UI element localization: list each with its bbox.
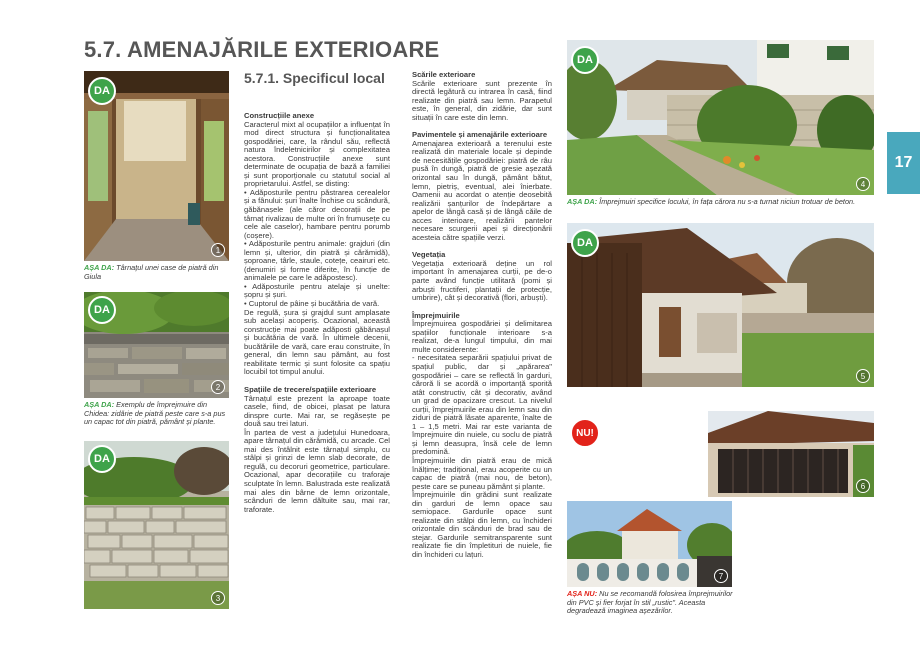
text-column-2 bbox=[412, 71, 552, 560]
heading-imprejmuirile: Împrejmuirile bbox=[412, 310, 460, 320]
paragraph: Scările exterioare sunt prezente în directă legătură cu intrarea în casă, fiind realizate din piatră sau lemn. Parapetul este, în general, din zidărie, dar sunt situații în care este din lemn. bbox=[412, 78, 552, 122]
caption-lead: AȘA NU: bbox=[567, 589, 598, 598]
caption-photo-1 bbox=[84, 264, 229, 281]
caption-text: Împrejmuiri specifice locului, în fața cărora nu s-a turnat niciun trotuar de beton. bbox=[597, 197, 856, 206]
bullet-item: • Cuptorul de pâine și bucătăria de vară. bbox=[244, 299, 380, 309]
photo-number: 5 bbox=[856, 369, 870, 383]
caption-photo-4 bbox=[567, 198, 877, 207]
caption-text: Târnațul unei case de piatră din Giula bbox=[84, 263, 219, 281]
photo-number: 6 bbox=[856, 479, 870, 493]
page-title: 5.7. AMENAJĂRILE EXTERIOARE bbox=[84, 37, 440, 62]
photo-number: 2 bbox=[211, 380, 225, 394]
photo-pvc-fence bbox=[567, 501, 732, 587]
section-subtitle: 5.7.1. Specificul local bbox=[244, 70, 385, 86]
heading-scari: Scările exterioare bbox=[412, 70, 476, 79]
bullet-item: • Adăposturile pentru atelaje și unelte: șopru și șuri. bbox=[244, 281, 390, 300]
photo-house-gate bbox=[567, 223, 874, 387]
caption-text: Exemplu de împrejmuire din Chidea: zidărie de piatră peste care s-a pus un capac tot din piatră, pământ și plante. bbox=[84, 400, 226, 427]
nu-badge: NU! bbox=[570, 418, 600, 448]
caption-text: Nu se recomandă folosirea împrejmuirilor din PVC și fier forjat în stil „rustic". Aceasta degradează imaginea așezărilor. bbox=[567, 589, 733, 616]
heading-pavimente: Pavimentele și amenajările exterioare bbox=[412, 130, 548, 140]
da-badge: DA bbox=[571, 46, 599, 74]
paragraph: Vegetația exterioară deține un rol important în amenajarea curții, pe de-o parte având funcție utilitară (pomi și arbuști fructiferi, plantații de protecție, umbrire), cât și decorativă (flori, arbuști). bbox=[412, 258, 552, 303]
photo-metal-gate bbox=[708, 411, 874, 497]
paragraph: Amenajarea exterioară a terenului este realizată din materiale locale și depinde de necesitățile gospodăriei: piatră de râu pusă în dungă, piatră de gresie așezată orizontal sau în dungă, pământ bătut, lemn, pietriș, eventual, alei înierbate. Oamenii au acordat o atenție deosebită realizării șanțurilor de îndepărtare a apelor de lângă casă și de lângă căile de acces interioare, realizării pantelor necesare scurgerii apei și direcționării acesteia către spațiile verzi. bbox=[412, 138, 552, 242]
caption-lead: AȘA DA: bbox=[84, 263, 115, 272]
photo-number: 1 bbox=[211, 243, 225, 257]
paragraph: De regulă, șura și grajdul sunt amplasate sub același acoperiș. Ocazional, această construcție mai poate adăposti găbănașul și bucătăria de vară. În ultimele decenii, bucătăriile de vară, care erau construite, în general, din lemn sau pământ, au fost reabilitate termic și sunt folosite ca spațiu locuibil tot timpul anului. bbox=[244, 307, 390, 377]
heading-spatii-trecere: Spațiile de trecere/spațiile exterioare bbox=[244, 384, 377, 394]
photo-stone-fence bbox=[84, 441, 229, 609]
caption-lead: AȘA DA: bbox=[84, 400, 115, 409]
da-badge: DA bbox=[88, 445, 116, 473]
heading-vegetatia: Vegetația bbox=[412, 250, 446, 260]
caption-lead: AȘA DA: bbox=[567, 197, 598, 206]
paragraph: - necesitatea separării spațiului privat de spațiul public, dar și „apărarea" gospodăriei – care se reflectă în garduri, căroră li se acordă o importanță sporită atât constructiv, cât și decorativ, având un grad de opacizare crescut. La nivelul curții, împrejmuirile erau din lemn sau din ziduri de piatră lăsate aparente, înalte de 1 – 1,5 metri. Mai rar este varianta de împrejmuire din nuiele, cu soclu de piatră și lemn deasupra, însă cele de lemn predomină. bbox=[412, 353, 552, 457]
caption-photo-2 bbox=[84, 401, 229, 427]
da-badge: DA bbox=[88, 296, 116, 324]
da-badge: DA bbox=[88, 77, 116, 105]
da-badge: DA bbox=[571, 229, 599, 257]
caption-photo-7 bbox=[567, 590, 737, 616]
paragraph: Caracterul mixt al ocupațiilor a influențat în mod direct structura și funcționalitatea gospodăriei, care, la rândul său, reflectă natura îndeletnicirilor și complexitatea acestora. Construcțiile anexe sunt determinate de ocupația de bază a familiei și sunt proporționale cu statutul social al proprietarului. Astfel, se disting: bbox=[244, 119, 390, 189]
heading-anexe: Construcțiile anexe bbox=[244, 111, 315, 120]
paragraph: În partea de vest a județului Hunedoara, apare târnațul din cărămidă, cu arcade. Cel mai des întâlnit este târnațul simplu, cu stâlpi și grinzi de lemn slab decorate, de regulă, cu decoruri geometrice, particulare. Ocazional, apar decorațiile cu traforaje sculptate în lemn. Balustrada este realizată mai ales din bârne de lemn orizontale, scânduri de lemn dăltuite sau, mai rar, traforate. bbox=[244, 427, 390, 514]
photo-village-fences bbox=[567, 40, 874, 195]
bullet-item: • Adăposturile pentru păstrarea cerealelor și a fânului: șuri înalte închise cu scândură, găbănașele (ale căror decorații de pe târnaț rivalizau de multe ori în frumusețe cu cele ale caselor), hambare pentru porumb (coșere). bbox=[244, 187, 390, 240]
paragraph: Împrejmuirile din piatră erau de mică înălțime; tradițional, erau acoperite cu un capac de piatră (mai nou, de beton), peste care se puneau pământ și plante. bbox=[412, 455, 552, 491]
photo-porch bbox=[84, 71, 229, 261]
bullet-item: • Adăposturile pentru animale: grajduri (din lemn și, ulterior, din piatră și cărămidă), șoproane, târle, staule, cotețe, ceairuri etc. (denumiri și forme diferite, în funcție de animalele pe care le adăpostesc). bbox=[244, 239, 390, 283]
page-number-tab: 17 bbox=[887, 132, 920, 194]
paragraph: Împrejmuirile din grădini sunt realizate din garduri de lemn opace sau semiopace. Gardurile opace sunt realizate din stâlpi din lemn, cu închideri orizontale din scânduri de brad sau de stejar. Gardurile semitransparente sunt realizate fie din împletituri de nuiele, fie din închideri cu lațuri. bbox=[412, 490, 552, 559]
photo-stone-wall bbox=[84, 292, 229, 398]
photo-number: 3 bbox=[211, 591, 225, 605]
text-column-1 bbox=[244, 112, 390, 514]
paragraph: Împrejmuirea gospodăriei și delimitarea spațiilor funcționale interioare s-a realizat, de-a lungul timpului, din mai multe considerente: bbox=[412, 319, 552, 354]
paragraph: Târnațul este prezent la aproape toate casele, fiind, de obicei, plasat pe latura dinspre curte. Mai rar, se regăsește pe două sau trei laturi. bbox=[244, 393, 390, 429]
photo-number: 7 bbox=[714, 569, 728, 583]
photo-number: 4 bbox=[856, 177, 870, 191]
